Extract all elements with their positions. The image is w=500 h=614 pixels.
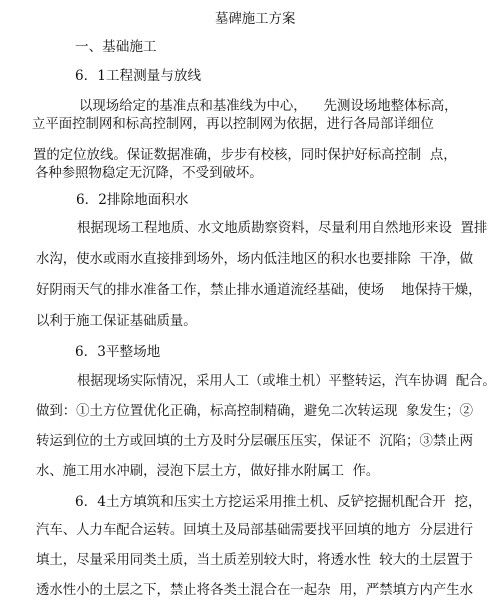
paragraph-line: 以现场给定的基准点和基准线为中心， 先测设场地整体标高， (79, 99, 458, 114)
paragraph-line: 好阴雨天气的排水准备工作，禁止排水通道流经基础，使场 地保持干燥， (36, 283, 482, 298)
paragraph-line: 各种参照物稳定无沉降，不受到破坏。 (35, 166, 263, 181)
paragraph-line: 根据现场工程地质、水文地质勘察资料，尽量利用自然地形来设 置排 (77, 221, 488, 236)
subsection-heading-6-3: 6．3平整场地 (75, 344, 161, 360)
subsection-heading-6-1: 6．1工程测量与放线 (75, 68, 202, 84)
section-heading: 一、基础施工 (75, 39, 157, 55)
paragraph-line: 透水性小的土层之下，禁止将各类土混合在一起杂 用，严禁填方内产生水 (36, 583, 474, 598)
paragraph-line: 立平面控制网和标高控制网，再以控制网为依据，进行各局部详细位 (32, 117, 434, 132)
paragraph-line: 水沟，使水或雨水直接排到场外，场内低洼地区的积水也要排除 干净，做 (36, 252, 474, 267)
document-title: 墓碑施工方案 (215, 12, 296, 27)
paragraph-line: 汽车、人力车配合运转。回填土及局部基础需要找平回填的地方 分层进行 (36, 523, 474, 538)
paragraph-line: 做到：①土方位置优化正确，标高控制精确，避免二次转运现 象发生；② (36, 404, 474, 419)
paragraph-line: 转运到位的土方或回填的土方及时分层碾压压实，保证不 沉陷；③禁止两 (36, 434, 474, 449)
paragraph-line: 以利于施工保证基础质量。 (36, 314, 197, 329)
subsection-heading-6-2: 6．2排除地面积水 (76, 192, 189, 208)
subsection-heading-6-4: 6．4土方填筑和压实土方挖运采用推土机、反铲挖掘机配合开 挖， (75, 494, 482, 510)
paragraph-line: 水、施工用水冲刷，浸泡下层土方，做好排水附属工 作。 (36, 464, 380, 479)
paragraph-line: 根据现场实际情况，采用人工（或堆土机）平整转运，汽车协调 配合。 (77, 374, 496, 389)
paragraph-line: 置的定位放线。保证数据准确，步步有校核，同时保护好标高控制 点， (33, 148, 457, 163)
paragraph-line: 填土，尽量采用同类土质，当土质差别较大时，将透水性 较大的土层置于 (36, 553, 474, 568)
